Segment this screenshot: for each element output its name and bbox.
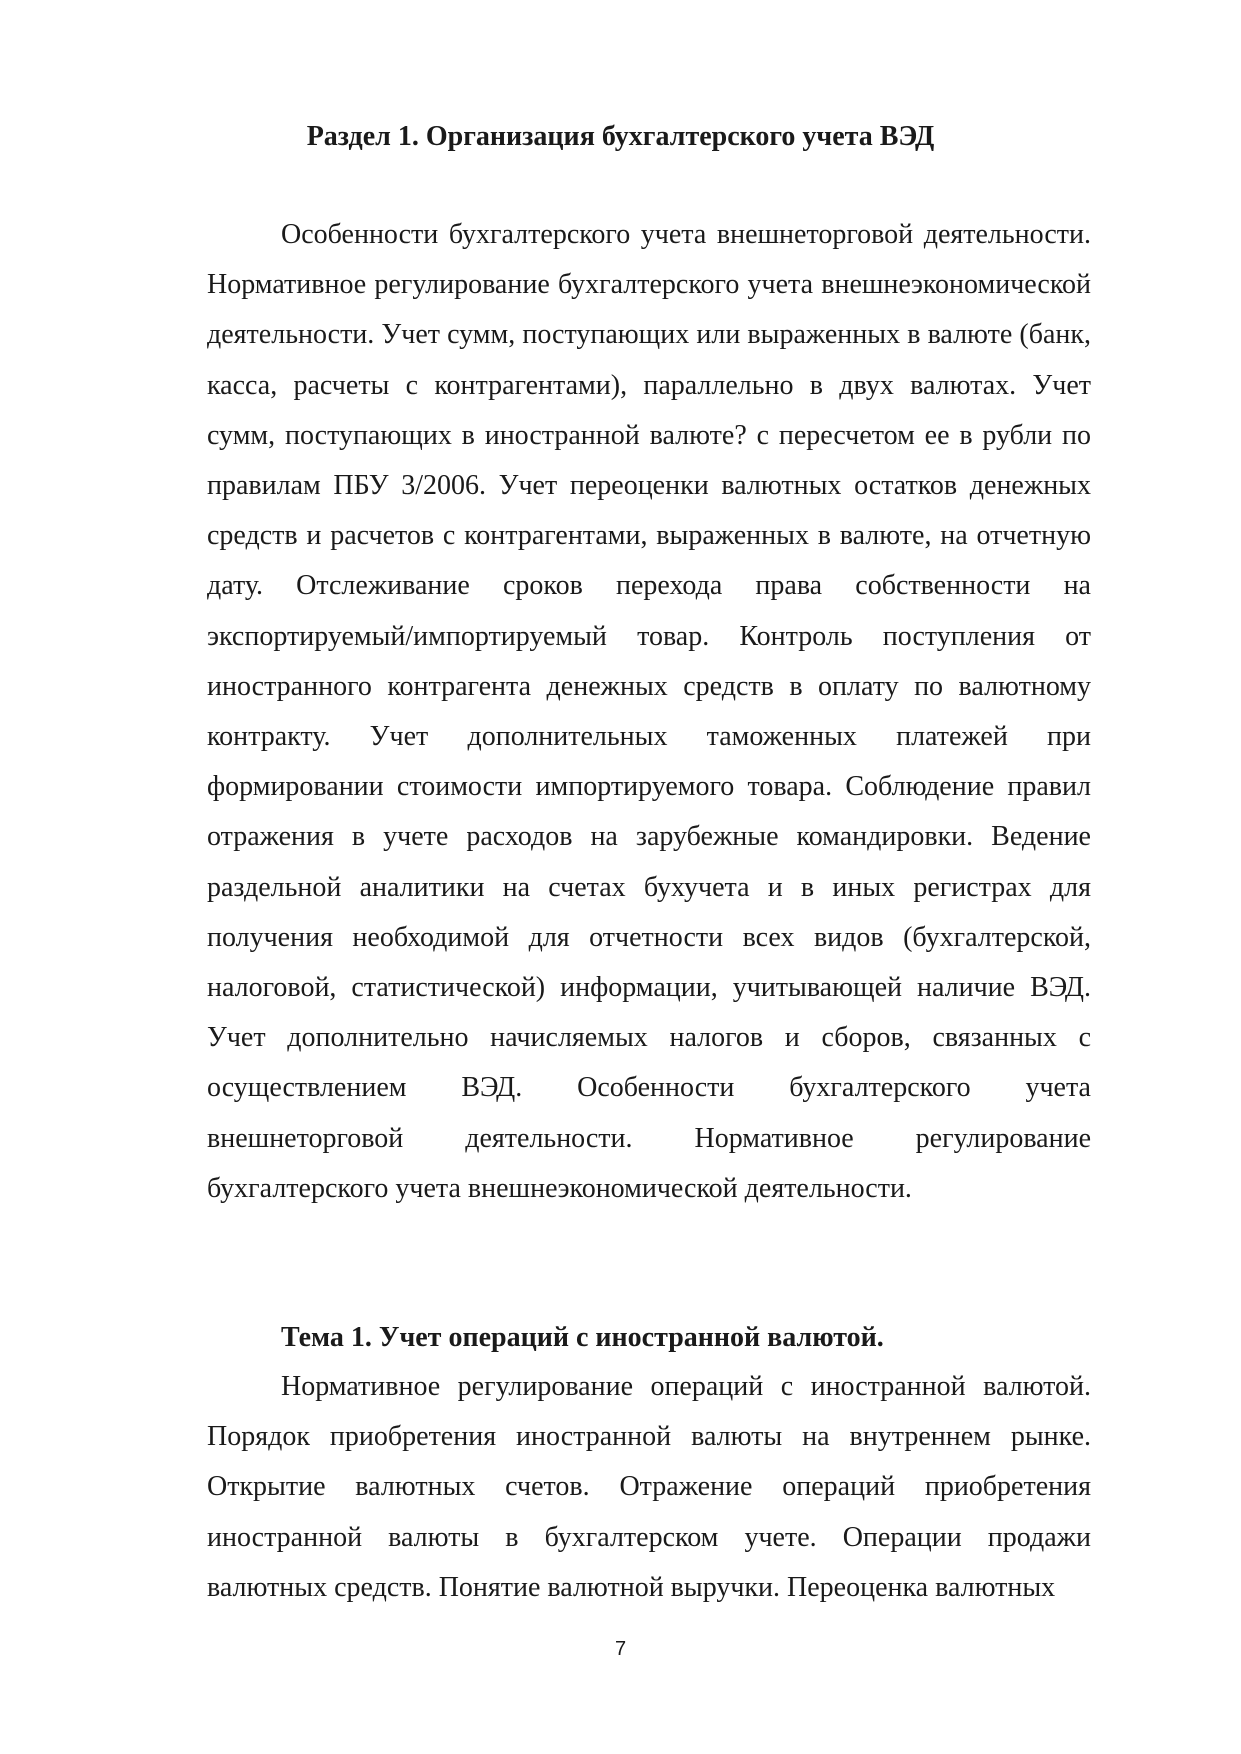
intro-paragraph: Особенности бухгалтерского учета внешнеторговой деятельности. Нормативное регулирование бухгалтерского учета внешнеэкономической деятельности. Учет сумм, поступающих или выраженных в валюте (банк, касса, расчеты с контрагентами), параллельно в двух валютах. Учет сумм, поступающих в иностранной валюте? с пересчетом ее в рубли по правилам ПБУ 3/2006. Учет переоценки валютных остатков денежных средств и расчетов с контрагентами, выраженных в валюте, на отчетную дату. Отслеживание сроков перехода права собственности на экспортируемый/импортируемый товар. Контроль поступления от иностранного контрагента денежных средств в оплату по валютному контракту. Учет дополнительных таможенных платежей при формировании стоимости импортируемого товара. Соблюдение правил отражения в учете расходов на зарубежные командировки. Ведение раздельной аналитики на счетах бухучета и в иных регистрах для получения необходимой для отчетности всех видов (бухгалтерской, налоговой, статистической) информации, учитывающей наличие ВЭД. Учет дополнительно начисляемых налогов и сборов, связанных с осуществлением ВЭД. Особенности бухгалтерского учета внешнеторговой деятельности. Нормативное регулирование бухгалтерского учета внешнеэкономической деятельности. xyxy=(207,219,1091,1204)
page-number: 7 xyxy=(614,1638,627,1660)
topic-paragraph: Нормативное регулирование операций с иностранной валютой. Порядок приобретения иностранной валюты на внутреннем рынке. Открытие валютных счетов. Отражение операций приобретения иностранной валюты в бухгалтерском учете. Операции продажи валютных средств. Понятие валютной выручки. Переоценка валютных xyxy=(207,1371,1091,1603)
section-title: Раздел 1. Организация бухгалтерского учета ВЭД xyxy=(306,121,935,152)
topic-title: Тема 1. Учет операций с иностранной валютой. xyxy=(281,1322,884,1353)
